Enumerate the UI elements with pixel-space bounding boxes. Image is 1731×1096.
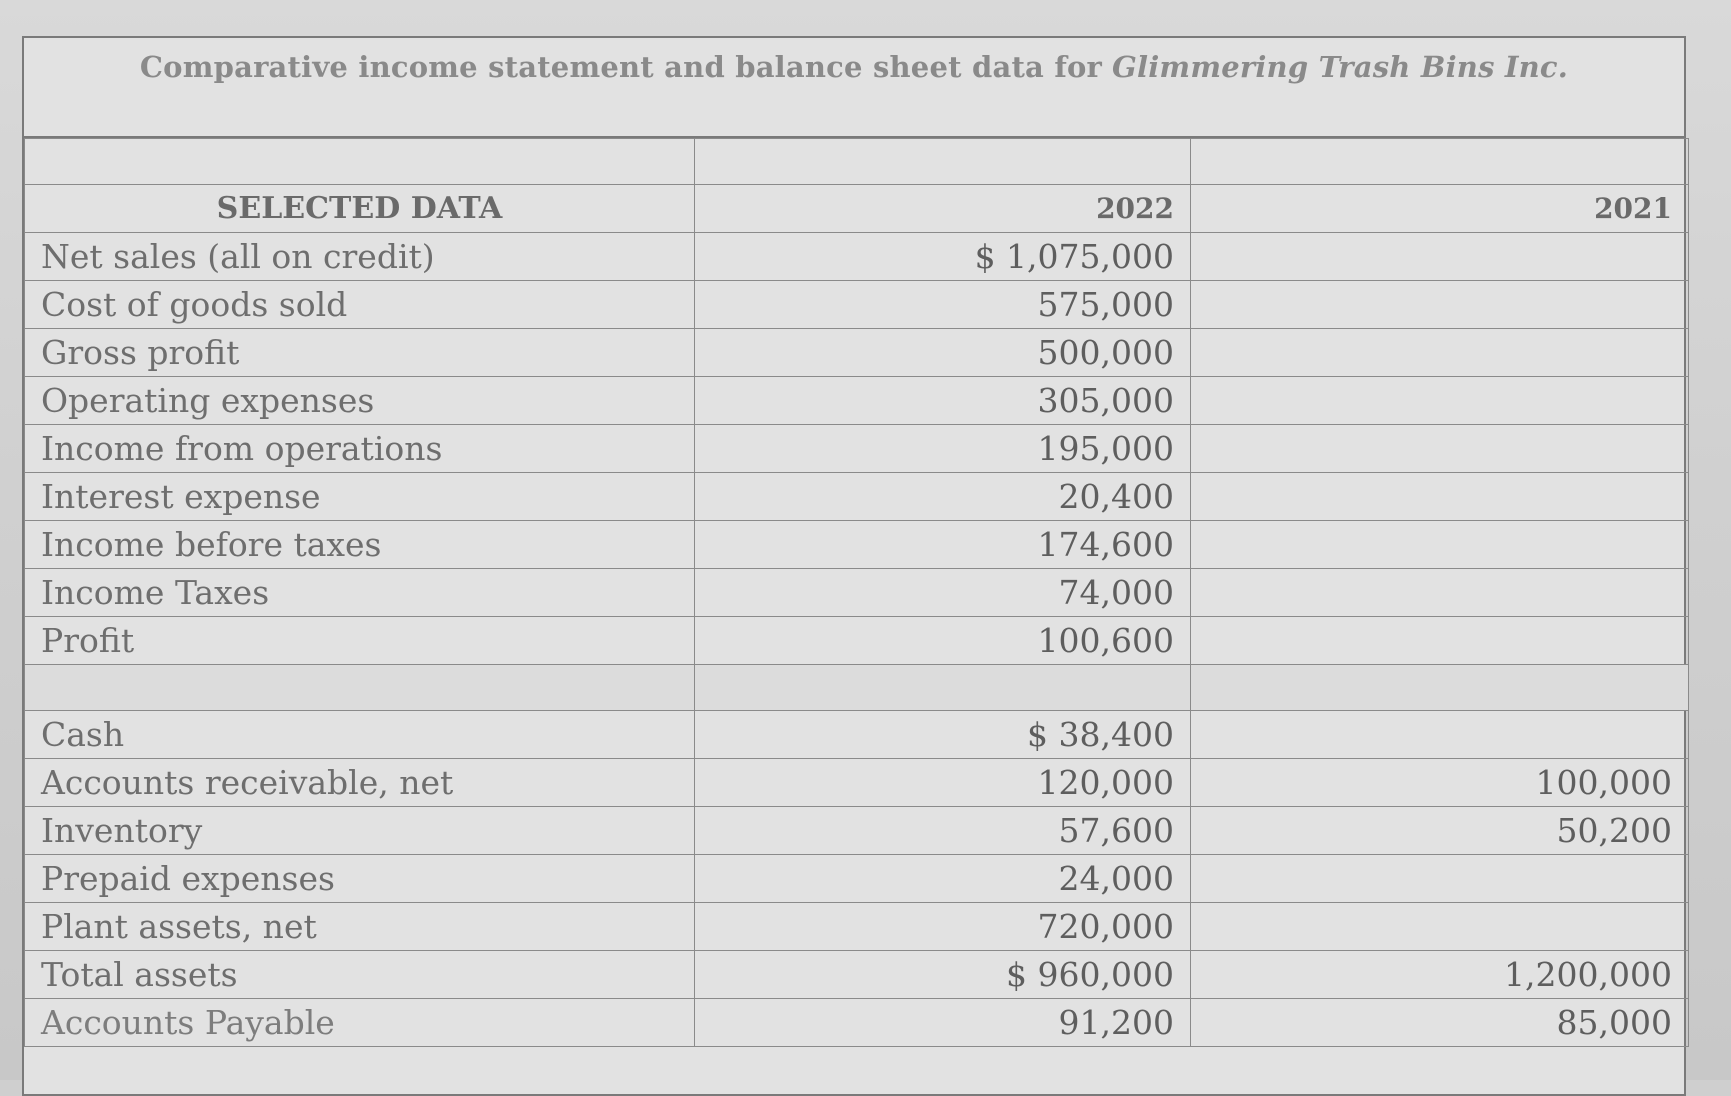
table-row — [25, 425, 1689, 473]
sheet-title — [24, 38, 1684, 138]
row-label: Income from operations — [25, 425, 695, 473]
year-2022-header: 2022 — [695, 185, 1191, 233]
selected-data-header: SELECTED DATA — [25, 185, 695, 233]
row-label: Gross profit — [25, 329, 695, 377]
value-2021 — [1191, 233, 1689, 281]
blank-cell — [695, 139, 1191, 185]
value-2022: $ 38,400 — [695, 711, 1191, 759]
row-label — [25, 665, 695, 711]
table-row — [25, 377, 1689, 425]
value-2021: 85,000 — [1191, 999, 1689, 1047]
value-2021 — [1191, 473, 1689, 521]
value-2022: $ 1,075,000 — [695, 233, 1191, 281]
value-2022: 91,200 — [695, 999, 1191, 1047]
row-label: Income Taxes — [25, 569, 695, 617]
value-2021: 50,200 — [1191, 807, 1689, 855]
table-row — [25, 951, 1689, 999]
company-name: Glimmering Trash Bins Inc. — [1112, 50, 1569, 84]
table-row — [25, 329, 1689, 377]
table-row — [25, 281, 1689, 329]
table-row — [25, 903, 1689, 951]
table-row — [25, 999, 1689, 1047]
value-2022: $ 960,000 — [695, 951, 1191, 999]
row-label: Income before taxes — [25, 521, 695, 569]
financial-table — [24, 138, 1689, 1047]
table-row — [25, 855, 1689, 903]
table-row — [25, 569, 1689, 617]
value-2022: 720,000 — [695, 903, 1191, 951]
value-2021: 100,000 — [1191, 759, 1689, 807]
spacer-row — [25, 665, 1689, 711]
value-2022: 20,400 — [695, 473, 1191, 521]
value-2021 — [1191, 665, 1689, 711]
value-2022 — [695, 665, 1191, 711]
row-label: Plant assets, net — [25, 903, 695, 951]
value-2021 — [1191, 855, 1689, 903]
value-2021 — [1191, 903, 1689, 951]
value-2022: 305,000 — [695, 377, 1191, 425]
row-label: Cash — [25, 711, 695, 759]
table-row — [25, 473, 1689, 521]
row-label: Cost of goods sold — [25, 281, 695, 329]
value-2021 — [1191, 377, 1689, 425]
value-2021: 1,200,000 — [1191, 951, 1689, 999]
value-2021 — [1191, 329, 1689, 377]
value-2021 — [1191, 569, 1689, 617]
value-2022: 120,000 — [695, 759, 1191, 807]
value-2022: 74,000 — [695, 569, 1191, 617]
table-row — [25, 233, 1689, 281]
row-label: Interest expense — [25, 473, 695, 521]
value-2021 — [1191, 521, 1689, 569]
value-2021 — [1191, 425, 1689, 473]
row-label: Inventory — [25, 807, 695, 855]
value-2022: 195,000 — [695, 425, 1191, 473]
row-label: Accounts receivable, net — [25, 759, 695, 807]
row-label: Prepaid expenses — [25, 855, 695, 903]
value-2021 — [1191, 281, 1689, 329]
table-row — [25, 759, 1689, 807]
table-row — [25, 521, 1689, 569]
value-2022: 174,600 — [695, 521, 1191, 569]
value-2022: 24,000 — [695, 855, 1191, 903]
value-2022: 575,000 — [695, 281, 1191, 329]
value-2022: 500,000 — [695, 329, 1191, 377]
table-row — [25, 617, 1689, 665]
table-row — [25, 711, 1689, 759]
blank-cell — [25, 139, 695, 185]
data-sheet — [22, 36, 1686, 1096]
value-2021 — [1191, 617, 1689, 665]
blank-cell — [1191, 139, 1689, 185]
value-2022: 57,600 — [695, 807, 1191, 855]
year-2021-header: 2021 — [1191, 185, 1689, 233]
value-2022: 100,600 — [695, 617, 1191, 665]
header-row — [25, 185, 1689, 233]
row-label: Net sales (all on credit) — [25, 233, 695, 281]
row-label: Profit — [25, 617, 695, 665]
table-row — [25, 807, 1689, 855]
row-label: Operating expenses — [25, 377, 695, 425]
blank-header-row — [25, 139, 1689, 185]
value-2021 — [1191, 711, 1689, 759]
title-text: Comparative income statement and balance sheet data for — [139, 50, 1103, 84]
row-label: Total assets — [25, 951, 695, 999]
row-label: Accounts Payable — [25, 999, 695, 1047]
